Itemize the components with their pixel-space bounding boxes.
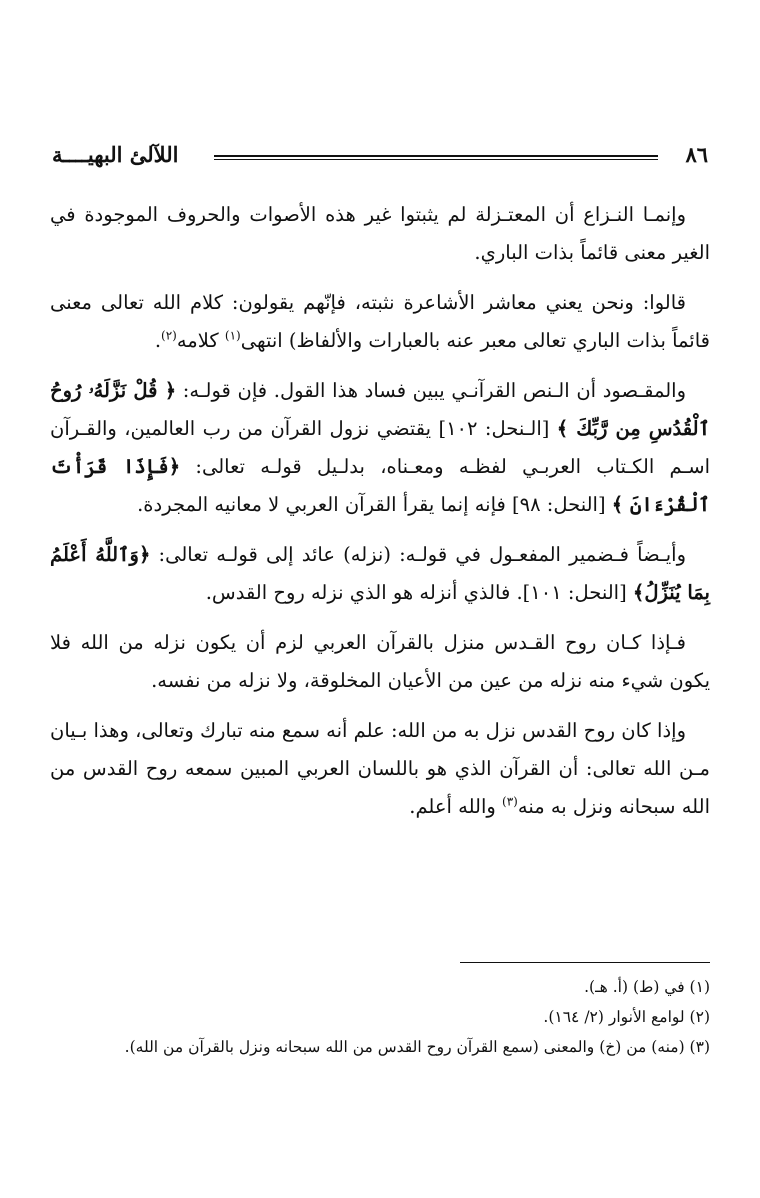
paragraph-3-a: والمقـصود أن الـنص القرآنـي يبين فساد هذا القول. فإن قولـه: bbox=[176, 379, 687, 402]
paragraph-1: وإنمـا النـزاع أن المعتـزلة لم يثبتوا غير هذه الأصوات والحروف الموجودة في الغير معنى قائماً بذات الباري. bbox=[50, 203, 710, 264]
paragraph-4-a: وأيـضاً فـضمير المفعـول في قولـه: (نزله) عائد إلى قولـه تعالى: bbox=[150, 543, 686, 566]
footnote-1: (١) في (ط) (أ. هـ). bbox=[584, 978, 710, 996]
paragraph-6-tail: والله أعلم. bbox=[409, 795, 503, 818]
footnote-2: (٢) لوامع الأنوار (٢/ ١٦٤). bbox=[543, 1008, 710, 1026]
footnote-ref-3: (٣) bbox=[502, 794, 518, 809]
footnotes bbox=[50, 972, 710, 1062]
paragraph-2-text: قالوا: ونحن يعني معاشر الأشاعرة نثبته، فإنّهم يقولون: كلام الله تعالى معنى قائماً بذات الباري تعالى معبر عنه بالعبارات والألفاظ) انتهى bbox=[50, 291, 710, 352]
header-rule bbox=[214, 155, 658, 160]
paragraph-5: فـإذا كـان روح القـدس منزل بالقرآن العربي لزم أن يكون نزله من الله فلا يكون شيء منه نزله من عين من الأعيان المخلوقة، ولا نزله من نفسه. bbox=[50, 631, 710, 692]
quran-verse-2: ﴿فَإِذَا قَرَأْتَ ٱلْقُرْءَانَ ﴾ bbox=[50, 455, 710, 516]
footnote-ref-2: (٢) bbox=[161, 328, 177, 343]
main-text bbox=[50, 196, 710, 838]
paragraph-6 bbox=[50, 712, 710, 826]
quran-verse-3: ﴿وَٱللَّهُ أَعْلَمُ بِمَا يُنَزِّلُ﴾ bbox=[50, 543, 710, 604]
footnote-ref-1: (١) bbox=[224, 328, 241, 343]
paragraph-2-tail: كلامه bbox=[176, 329, 225, 352]
paragraph-3 bbox=[50, 372, 710, 524]
page-number: ٨٦ bbox=[685, 142, 708, 167]
footnote-3: (٣) (منه) من (خ) والمعنى (سمع القرآن روح القدس من الله سبحانه ونزل بالقرآن من الله). bbox=[124, 1038, 710, 1056]
paragraph-3-b: [الـنحل: ١٠٢] يقتضي نزول القرآن من رب العالمين، والقـرآن اسـم الكـتاب العربـي لفظـه ومعـناه، بدلـيل قولـه تعالى: bbox=[50, 417, 711, 478]
paragraph-4-b: [النحل: ١٠١]. فالذي أنزله هو الذي نزله روح القدس. bbox=[205, 581, 633, 604]
paragraph-2 bbox=[50, 284, 710, 360]
paragraph-3-c: [النحل: ٩٨] فإنه إنما يقرأ القرآن العربي لا معانيه المجردة. bbox=[137, 493, 612, 516]
quran-verse-1: ﴿ قُلْ نَزَّلَهُۥ رُوحُ ٱلْقُدُسِ مِن رَّبِّكَ ﴾ bbox=[50, 379, 711, 440]
paragraph-6-text: وإذا كان روح القدس نزل به من الله: علم أنه سمع منه تبارك وتعالى، وهذا بـيان مـن الله تعالى: أن القرآن الذي هو باللسان العربي المبين سمعه روح القدس من الله سبحانه ونزل به منه bbox=[50, 719, 710, 818]
page-header bbox=[52, 140, 708, 170]
paragraph-2-end: . bbox=[154, 329, 162, 352]
paragraph-4 bbox=[50, 536, 710, 612]
running-title: اللآلئ البهيــــة bbox=[52, 142, 179, 167]
footnote-rule bbox=[460, 962, 710, 963]
